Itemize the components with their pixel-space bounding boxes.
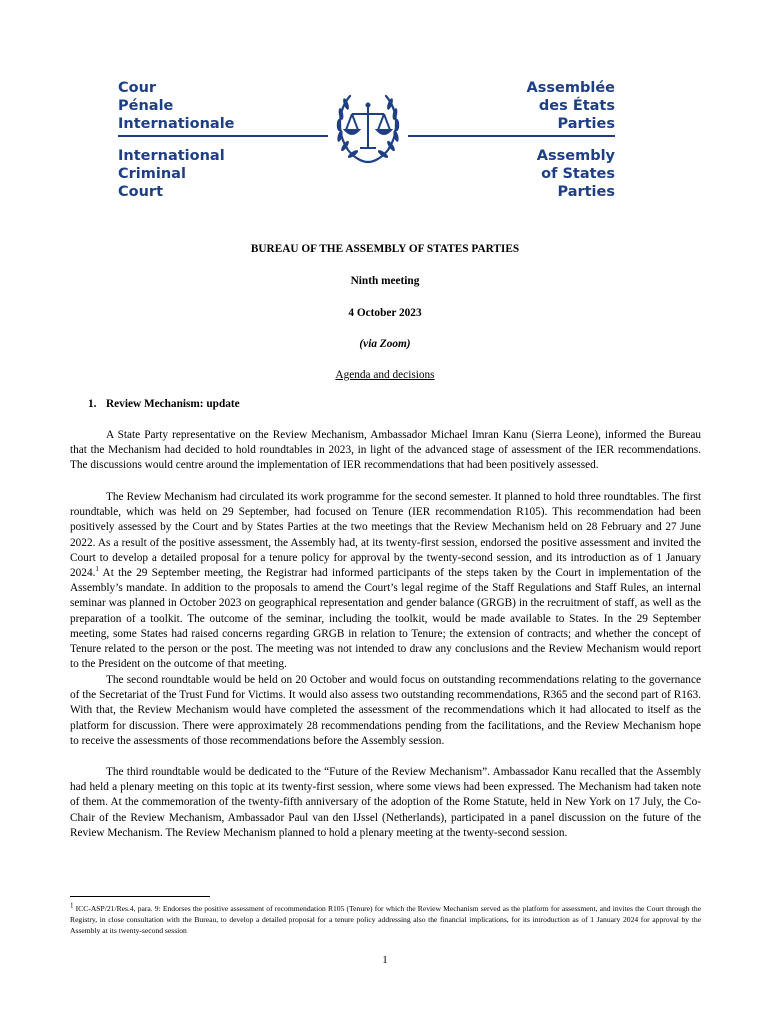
- meeting-venue: (via Zoom): [359, 338, 411, 350]
- letterhead-assembly-en: [537, 147, 615, 201]
- page-number: 1: [382, 954, 388, 966]
- footnote-mark: 1: [70, 901, 74, 910]
- letterhead-line: Court: [118, 184, 164, 200]
- letterhead-court-fr: [118, 79, 235, 133]
- agenda-heading: Agenda and decisions: [335, 369, 435, 381]
- letterhead-line: Pénale: [118, 98, 174, 114]
- letterhead-divider-left: [118, 135, 328, 137]
- letterhead-line: Parties: [557, 116, 615, 132]
- paragraph-3: The second roundtable would be held on 20 October and would focus on outstanding recommendations relating to the governance of the Secretariat of the Trust Fund for Victims. It would also assess two outstanding recommendations, R365 and the second part of R163. With that, the Review Mechanism would have completed the assessment of the recommendations which it had allocated to itself as the platform for discussion. There were approximately 28 recommendations pending from the facilitations, and the Review Mechanism hope to receive the assessments of those recommendations before the Assembly session.: [70, 674, 701, 747]
- letterhead-line: Internationale: [118, 116, 235, 132]
- letterhead-line: Criminal: [118, 166, 186, 182]
- letterhead-line: Parties: [557, 184, 615, 200]
- section-title: Review Mechanism: update: [106, 398, 240, 410]
- letterhead-divider-right: [408, 135, 615, 137]
- meeting-date: 4 October 2023: [348, 307, 422, 319]
- meeting-number: Ninth meeting: [350, 275, 420, 287]
- footnote-text: ICC-ASP/21/Res.4, para. 9: Endorses the positive assessment of recommendation R105 (Tenure) for which the Review Mechanism served as the platform for assessment, and invites the Court through the Registry, in close consultation with the Bureau, to develop a detailed proposal for a tenure policy addressing also the financial implications, for its introduction as of 1 January 2024 for approval by the Assembly at its twenty-second session: [70, 904, 701, 935]
- paragraph-2: [70, 490, 701, 672]
- document-title: BUREAU OF THE ASSEMBLY OF STATES PARTIES: [250, 243, 520, 255]
- footnote: [70, 903, 701, 936]
- footnote-reference[interactable]: 1: [95, 565, 99, 574]
- letterhead-court-en: [118, 147, 225, 201]
- paragraph-2-part-b: At the 29 September meeting, the Registrar had informed participants of the steps taken by the Court in implementation of the Assembly’s mandate. In addition to the proposals to amend the Court’s legal regime of the Staff Regulations and Staff Rules, an internal seminar was planned in October 2023 on geographical representation and gender balance (GRGB) in the recruitment of staff, as well as the preparation of a toolkit. The outcome of the seminar, including the toolkit, would be made available to States. In the 29 September meeting, some States had raised concerns regarding GRGB in relation to Tenure; the extension of contracts; and whether the concept of Tenure related to the person or the post. The meeting was not intended to draw any conclusions and the Review Mechanism would report to the President on the outcome of that meeting.: [70, 567, 701, 671]
- paragraph-2-part-a: The Review Mechanism had circulated its work programme for the second semester. It planned to hold three roundtables. The first roundtable, which was held on 29 September, had focused on Tenure (IER recommendation R105). This recommendation had been positively assessed by the Court and by States Parties at the two meetings that the Review Mechanism held on 28 February and 27 June 2022. As a result of the positive assessment, the Assembly had, at its twenty-first session, endorsed the positive assessment and invited the Court to develop a detailed proposal for a tenure policy for approval by the twenty-second session, and its introduction as of 1 January 2024.: [70, 491, 701, 580]
- paragraph-4: The third roundtable would be dedicated to the “Future of the Review Mechanism”. Ambassador Kanu recalled that the Assembly had held a plenary meeting on this topic at its twenty-first session, where some views had been expressed. The Mechanism had taken note of them. At the commemoration of the twenty-fifth anniversary of the adoption of the Rome Statute, held in New York on 17 July, the Co-Chair of the Review Mechanism, Ambassador Paul van den IJssel (Netherlands), participated in a panel discussion on the future of the Review Mechanism. The Review Mechanism planned to hold a plenary meeting at the twenty-second session.: [70, 766, 701, 839]
- letterhead-line: International: [118, 148, 225, 164]
- letterhead-line: of States: [541, 166, 615, 182]
- scales-of-justice-laurel-icon: [328, 88, 408, 168]
- section-heading: [88, 398, 240, 410]
- letterhead-line: des États: [538, 98, 615, 114]
- letterhead-line: Cour: [118, 80, 157, 96]
- paragraph-1: A State Party representative on the Review Mechanism, Ambassador Michael Imran Kanu (Sierra Leone), informed the Bureau that the Mechanism had decided to hold roundtables in 2023, in light of the advanced stage of assessment of the IER recommendations. The discussions would centre around the implementation of IER recommendations that had been positively assessed.: [70, 429, 701, 472]
- letterhead-line: Assembly: [536, 148, 615, 164]
- section-number: 1.: [88, 398, 97, 410]
- letterhead-line: Assemblée: [526, 80, 615, 96]
- footnote-divider: [70, 896, 210, 897]
- letterhead-assembly-fr: [527, 79, 615, 133]
